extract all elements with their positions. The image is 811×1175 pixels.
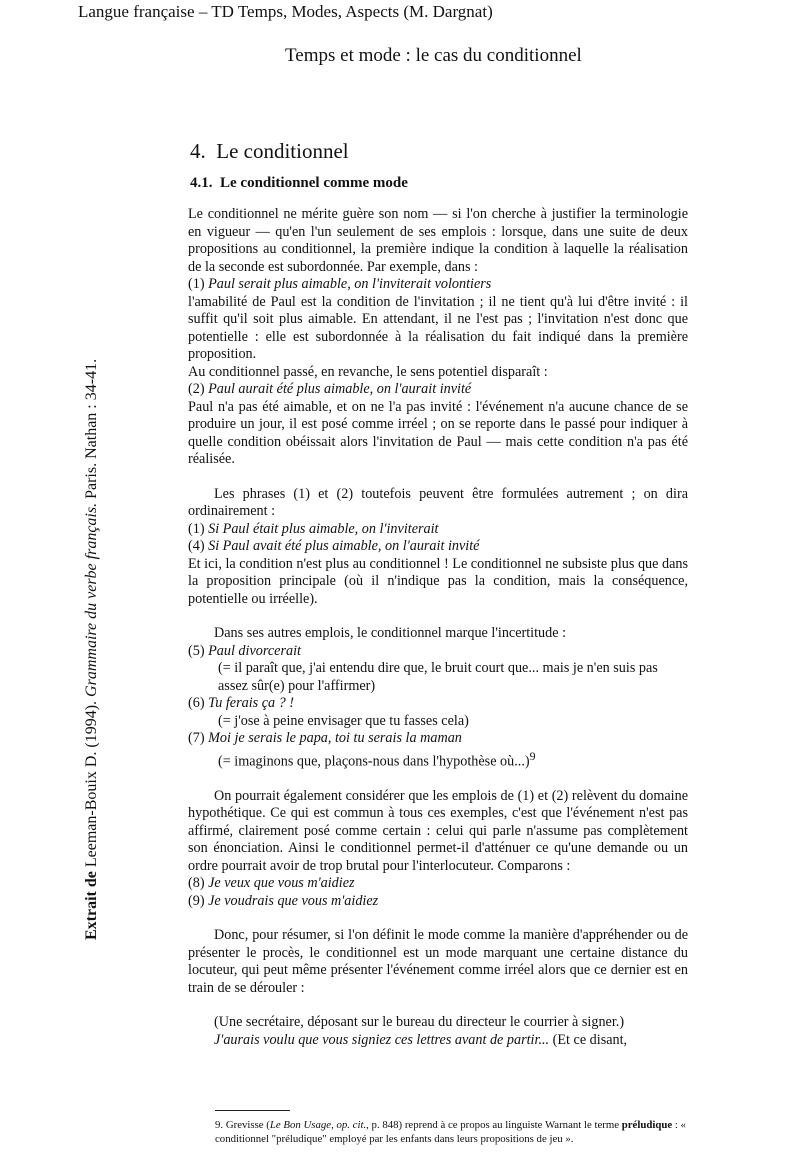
example-text: Tu ferais ça ? !: [208, 695, 295, 711]
paragraph: Paul n'a pas été aimable, et on ne l'a pas invité : l'événement n'a aucune chance de se produire un jour, il est posé comme irréel ; on se reporte dans le passé pour indiquer à quelle condition obéissait alors l'invitation de Paul — mais cette condition n'a pas été réalisée.: [188, 398, 688, 467]
section-title-text: Le conditionnel: [216, 139, 349, 163]
quote-text: J'aurais voulu que vous signiez ces lettres avant de partir...: [214, 1031, 550, 1048]
example-number: (7): [188, 730, 205, 746]
example-6: [188, 695, 688, 713]
paragraph: Le conditionnel ne mérite guère son nom — si l'on cherche à justifier la terminologie en vigueur — qu'en l'un seulement de ses emplois : lorsque, dans une suite de deux propositions au conditionnel, la première indique la condition à laquelle la réalisation de la seconde est subordonnée. Par exemple, dans :: [188, 206, 688, 275]
example-text: Moi je serais le papa, toi tu serais la maman: [208, 730, 462, 746]
paragraph: l'amabilité de Paul est la condition de l'invitation ; il ne tient qu'à lui d'être invité : il suffit qu'il soit plus aimable. En attendant, il ne l'est pas ; l'invitation n'est donc que potentielle : elle est subordonnée à la réalisation du fait indiqué dans la première proposition.: [188, 293, 688, 362]
example-text: Si Paul était plus aimable, on l'inviterait: [208, 520, 439, 537]
example-text: Paul divorcerait: [208, 642, 301, 659]
section-title: [190, 139, 349, 164]
paragraph: Au conditionnel passé, en revanche, le sens potentiel disparaît :: [188, 363, 548, 380]
footnote-text-c: : « conditionnel "préludique" employé par les enfants dans leurs propositions de jeu ».: [215, 1119, 686, 1145]
citation-prefix: Extrait de: [83, 871, 100, 940]
example-number: (8): [188, 875, 205, 892]
quote: [188, 1032, 688, 1050]
example-4: [188, 538, 688, 556]
footnote-text-b: , p. 848) reprend à ce propos au linguiste Warnant le terme: [366, 1119, 620, 1131]
example-8: [188, 875, 688, 893]
example-gloss: (= il paraît que, j'ai entendu dire que, le bruit court que... mais je n'en suis pas assez sûr(e) pour l'affirmer): [218, 660, 658, 694]
footnote-source: Le Bon Usage, op. cit.: [269, 1119, 367, 1131]
subsection-number: 4.1.: [190, 175, 213, 191]
citation-book: Grammaire du verbe français.: [83, 502, 100, 697]
gloss-text: (= imaginons que, plaçons-nous dans l'hypothèse où...): [218, 753, 530, 770]
example-number: (1): [188, 276, 205, 292]
example-gloss: [188, 748, 688, 771]
paragraph: Les phrases (1) et (2) toutefois peuvent être formulées autrement ; on dira ordinairement :: [188, 485, 688, 519]
paragraph: Et ici, la condition n'est plus au conditionnel ! Le conditionnel ne subsiste plus que dans la proposition principale (où il n'indique pas la condition, mais la conséquence, potentielle ou irréelle).: [188, 555, 688, 607]
footnote-term: préludique: [621, 1119, 673, 1131]
example-text: Paul serait plus aimable, on l'inviterait volontiers: [208, 276, 492, 292]
example-number: (9): [188, 892, 205, 909]
example-text: Je veux que vous m'aidiez: [208, 875, 355, 892]
example-5: [188, 643, 688, 661]
example-number: (5): [188, 642, 205, 659]
main-text: [188, 206, 688, 1049]
footnote-text-a: Grevisse (: [225, 1119, 270, 1131]
quote-tail: (Et ce disant,: [552, 1031, 628, 1048]
paragraph: Donc, pour résumer, si l'on définit le mode comme la manière d'appréhender ou de présenter le procès, le conditionnel est un mode marquant une certaine distance du locuteur, qui peut même présenter l'événement comme irréel alors que ce dernier est en train de se dérouler :: [188, 927, 688, 996]
footnote-divider: [215, 1110, 290, 1111]
example-text: Paul aurait été plus aimable, on l'aurait invité: [208, 381, 472, 397]
example-text: Je voudrais que vous m'aidiez: [208, 892, 379, 909]
example-7: [188, 730, 688, 748]
footnote-number: 9.: [215, 1119, 224, 1131]
section-number: 4.: [190, 139, 206, 163]
source-citation: [83, 359, 101, 940]
course-header: Langue française – TD Temps, Modes, Aspects (M. Dargnat): [78, 2, 493, 21]
example-number: (4): [188, 538, 205, 554]
example-9: [188, 893, 688, 911]
example-gloss: (= j'ose à peine envisager que tu fasses cela): [218, 712, 469, 729]
example-2: [188, 381, 688, 399]
paragraph: On pourrait également considérer que les emplois de (1) et (2) relèvent du domaine hypothétique. Ce qui est commun à tous ces exemples, c'est que l'événement n'est pas affirmé, clairement posé comme certain : celui qui parle n'assume pas complètement son énonciation. Ainsi le conditionnel permet-il d'atténuer ce qu'une demande ou un ordre pourrait avoir de trop brutal pour l'interlocuteur. Comparons :: [188, 787, 688, 874]
quote-setting: (Une secrétaire, déposant sur le bureau du directeur le courrier à signer.): [214, 1014, 625, 1031]
paragraph: Dans ses autres emplois, le conditionnel marque l'incertitude :: [214, 625, 567, 641]
example-text: Si Paul avait été plus aimable, on l'aurait invité: [208, 538, 480, 554]
footnote-reference: 9: [529, 748, 536, 763]
subsection-title-text: Le conditionnel comme mode: [220, 175, 408, 191]
example-number: (1): [188, 520, 205, 537]
subsection-title: [190, 175, 408, 192]
citation-publisher: Paris. Nathan : 34-41.: [83, 358, 100, 499]
example-number: (2): [188, 381, 205, 397]
example-number: (6): [188, 695, 205, 711]
footnote: [215, 1118, 695, 1146]
example-3: [188, 521, 688, 539]
citation-author: Leeman-Bouix D. (1994).: [83, 700, 100, 868]
page-title: Temps et mode : le cas du conditionnel: [285, 45, 582, 66]
example-1: [188, 276, 688, 294]
